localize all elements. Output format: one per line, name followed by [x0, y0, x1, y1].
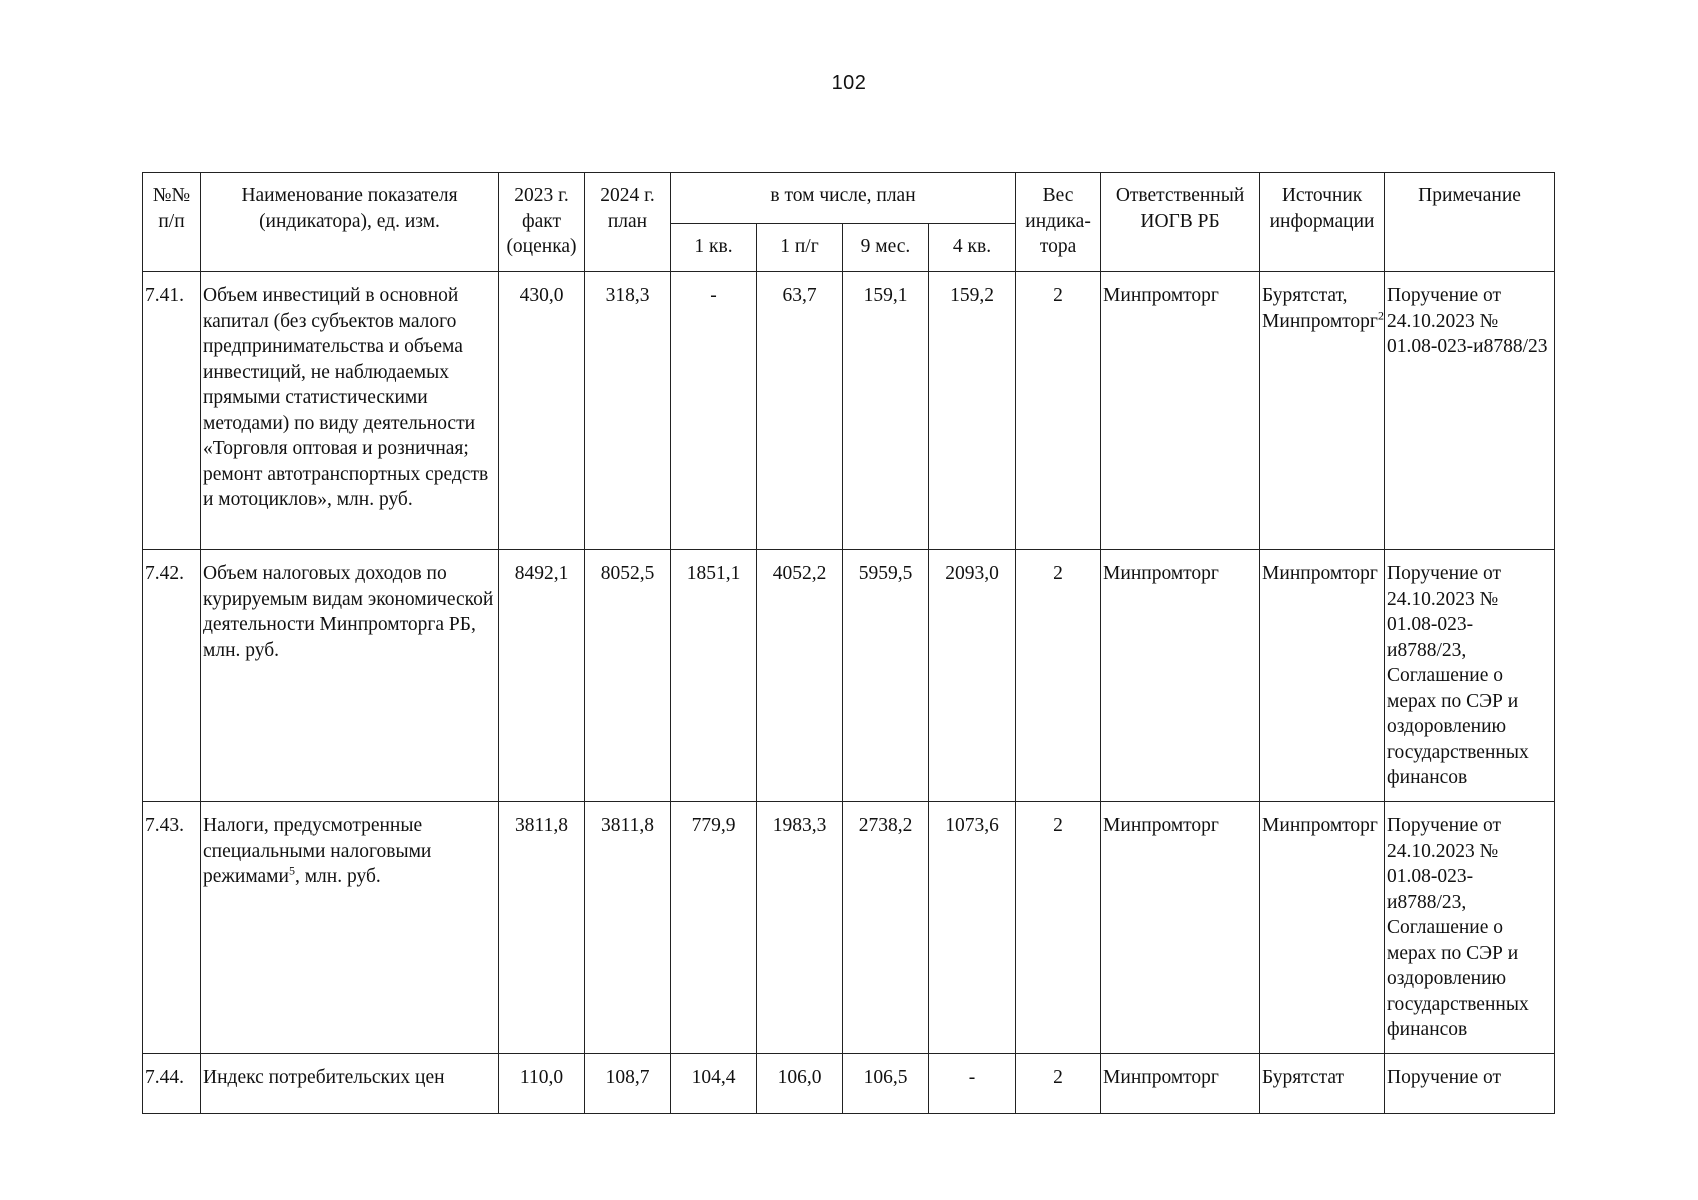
weight-value: 2 — [1016, 802, 1101, 1054]
responsible-body: Минпромторг — [1101, 550, 1260, 802]
responsible-body: Минпромторг — [1101, 802, 1260, 1054]
q1-value: 779,9 — [671, 802, 757, 1054]
row-number: 7.43. — [143, 802, 201, 1054]
info-source — [1260, 272, 1385, 550]
9-months-value: 106,5 — [843, 1054, 929, 1114]
responsible-body: Минпромторг — [1101, 1054, 1260, 1114]
h1-value: 4052,2 — [757, 550, 843, 802]
indicator-unit-text: , млн. руб. — [294, 866, 381, 887]
row-number: 7.44. — [143, 1054, 201, 1114]
info-source-text: Бурятстат, Минпромторг — [1262, 285, 1378, 332]
table-row — [143, 272, 1555, 550]
header-q4: 4 кв. — [929, 224, 1016, 272]
header-plan-2024: 2024 г. план — [585, 173, 671, 272]
table-row — [143, 550, 1555, 802]
fact-2023-value: 110,0 — [499, 1054, 585, 1114]
header-source: Источник информации — [1260, 173, 1385, 272]
info-source: Минпромторг — [1260, 802, 1385, 1054]
plan-2024-value: 108,7 — [585, 1054, 671, 1114]
indicator-name: Объем инвестиций в основной капитал (без субъектов малого предпринимательства и объема инвестиций, не наблюдаемых прямыми статистическими методами) по виду деятельности «Торговля оптовая и розничная; ремонт автотранспортных средств и мотоциклов», млн. руб. — [201, 272, 499, 550]
q4-value: 2093,0 — [929, 550, 1016, 802]
table-row — [143, 802, 1555, 1054]
9-months-value: 159,1 — [843, 272, 929, 550]
note: Поручение от — [1385, 1054, 1555, 1114]
responsible-body: Минпромторг — [1101, 272, 1260, 550]
q1-value: 1851,1 — [671, 550, 757, 802]
header-num: №№ п/п — [143, 173, 201, 272]
table-header — [143, 173, 1555, 272]
q1-value: 104,4 — [671, 1054, 757, 1114]
q4-value: 1073,6 — [929, 802, 1016, 1054]
h1-value: 106,0 — [757, 1054, 843, 1114]
h1-value: 63,7 — [757, 272, 843, 550]
plan-2024-value: 318,3 — [585, 272, 671, 550]
plan-2024-value: 8052,5 — [585, 550, 671, 802]
h1-value: 1983,3 — [757, 802, 843, 1054]
info-source: Минпромторг — [1260, 550, 1385, 802]
weight-value: 2 — [1016, 1054, 1101, 1114]
fact-2023-value: 430,0 — [499, 272, 585, 550]
header-responsible: Ответственный ИОГВ РБ — [1101, 173, 1260, 272]
note: Поручение от 24.10.2023 № 01.08-023-и8788/23, Соглашение о мерах по СЭР и оздоровлению государственных финансов — [1385, 802, 1555, 1054]
indicator-name: Объем налоговых доходов по курируемым видам экономической деятельности Минпромторга РБ, млн. руб. — [201, 550, 499, 802]
header-q1: 1 кв. — [671, 224, 757, 272]
note: Поручение от 24.10.2023 № 01.08-023-и8788/23, Соглашение о мерах по СЭР и оздоровлению государственных финансов — [1385, 550, 1555, 802]
header-weight: Вес индика-тора — [1016, 173, 1101, 272]
footnote-mark: 5 — [288, 863, 295, 878]
row-number: 7.41. — [143, 272, 201, 550]
q4-value: 159,2 — [929, 272, 1016, 550]
fact-2023-value: 8492,1 — [499, 550, 585, 802]
indicators-table — [142, 172, 1555, 1114]
header-fact-2023: 2023 г. факт (оценка) — [499, 173, 585, 272]
indicator-name-text: Налоги, предусмотренные специальными налоговыми режимами — [203, 815, 432, 887]
header-including-plan: в том числе, план — [671, 173, 1016, 224]
header-name: Наименование показателя (индикатора), ед. изм. — [201, 173, 499, 272]
header-h1: 1 п/г — [757, 224, 843, 272]
indicator-name: Индекс потребительских цен — [201, 1054, 499, 1114]
indicator-name — [201, 802, 499, 1054]
footnote-mark: 2 — [1377, 308, 1384, 322]
note: Поручение от 24.10.2023 № 01.08-023-и8788/23 — [1385, 272, 1555, 550]
table-row — [143, 1054, 1555, 1114]
weight-value: 2 — [1016, 550, 1101, 802]
q1-value: - — [671, 272, 757, 550]
header-note: Примечание — [1385, 173, 1555, 272]
plan-2024-value: 3811,8 — [585, 802, 671, 1054]
fact-2023-value: 3811,8 — [499, 802, 585, 1054]
weight-value: 2 — [1016, 272, 1101, 550]
q4-value: - — [929, 1054, 1016, 1114]
9-months-value: 2738,2 — [843, 802, 929, 1054]
9-months-value: 5959,5 — [843, 550, 929, 802]
header-9-months: 9 мес. — [843, 224, 929, 272]
info-source: Бурятстат — [1260, 1054, 1385, 1114]
page-number: 102 — [831, 72, 867, 94]
row-number: 7.42. — [143, 550, 201, 802]
